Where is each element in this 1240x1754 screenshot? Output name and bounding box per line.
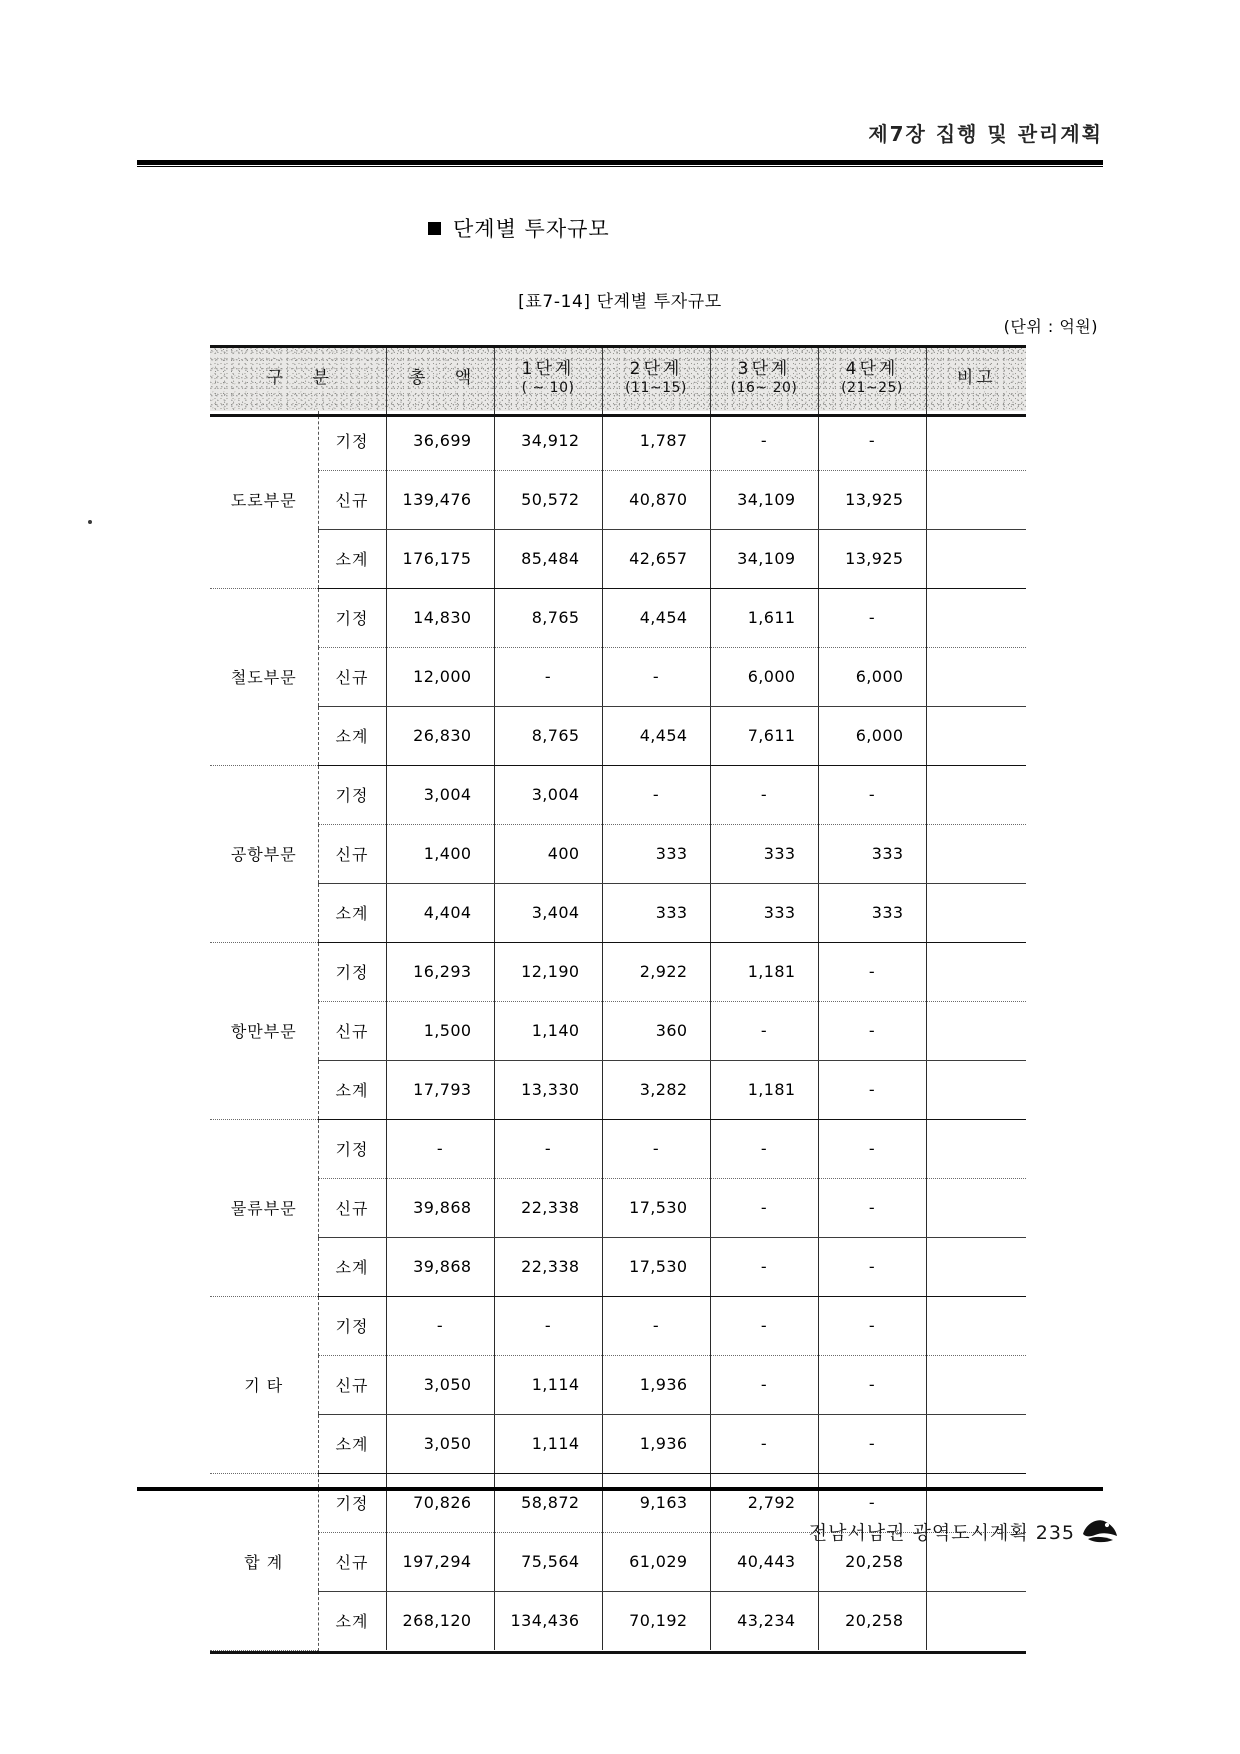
table-row-group-label: 항만부문 bbox=[210, 942, 318, 1119]
table-cell-s2: 42,657 bbox=[602, 529, 710, 588]
table-cell-s4: - bbox=[818, 1060, 926, 1119]
table-cell-s3: 333 bbox=[710, 824, 818, 883]
table-cell-s4: 6,000 bbox=[818, 706, 926, 765]
table-cell-s4: - bbox=[818, 1355, 926, 1414]
table-cell-total: 39,868 bbox=[386, 1237, 494, 1296]
table-cell-s3: - bbox=[710, 1355, 818, 1414]
table-cell-total: 26,830 bbox=[386, 706, 494, 765]
table-cell-s3: - bbox=[710, 765, 818, 824]
table-cell-total: 268,120 bbox=[386, 1591, 494, 1650]
table-cell-s3: 2,792 bbox=[710, 1473, 818, 1532]
table-cell-s3: 40,443 bbox=[710, 1532, 818, 1591]
table-cell-s2: 4,454 bbox=[602, 706, 710, 765]
header-cell-stage-4 bbox=[818, 345, 926, 411]
table-cell-s3: - bbox=[710, 1001, 818, 1060]
table-cell-note bbox=[926, 1178, 1026, 1237]
table-cell-s1: 134,436 bbox=[494, 1591, 602, 1650]
table-cell-s2: 61,029 bbox=[602, 1532, 710, 1591]
table-row bbox=[210, 647, 1026, 706]
table-cell-s2: 4,454 bbox=[602, 588, 710, 647]
table-row bbox=[210, 1119, 1026, 1178]
table-cell-kind: 신규 bbox=[318, 1001, 386, 1060]
table-row-group-label: 공항부문 bbox=[210, 765, 318, 942]
table-cell-kind: 소계 bbox=[318, 706, 386, 765]
table-cell-s4: - bbox=[818, 1296, 926, 1355]
footer-divider bbox=[137, 1487, 1103, 1491]
table-cell-total: 16,293 bbox=[386, 942, 494, 1001]
table-cell-s4: - bbox=[818, 1001, 926, 1060]
table-cell-s2: 1,936 bbox=[602, 1414, 710, 1473]
table-cell-s4: 6,000 bbox=[818, 647, 926, 706]
table-cell-note bbox=[926, 1414, 1026, 1473]
table-row bbox=[210, 1591, 1026, 1650]
table-cell-total: 3,004 bbox=[386, 765, 494, 824]
table-cell-s4: 20,258 bbox=[818, 1532, 926, 1591]
table-cell-s2: 333 bbox=[602, 824, 710, 883]
table-cell-s4: - bbox=[818, 942, 926, 1001]
table-cell-total: 4,404 bbox=[386, 883, 494, 942]
table-row bbox=[210, 824, 1026, 883]
table-cell-note bbox=[926, 1591, 1026, 1650]
table-cell-note bbox=[926, 765, 1026, 824]
header-label-stage-4: 4단계 bbox=[845, 359, 899, 380]
table-cell-s4: - bbox=[818, 1414, 926, 1473]
table-cell-s3: - bbox=[710, 411, 818, 470]
table-cell-kind: 기정 bbox=[318, 588, 386, 647]
table-cell-s3: - bbox=[710, 1414, 818, 1473]
table-cell-note bbox=[926, 529, 1026, 588]
table-cell-total: 176,175 bbox=[386, 529, 494, 588]
table-cell-s1: 8,765 bbox=[494, 706, 602, 765]
table-cell-s1: 85,484 bbox=[494, 529, 602, 588]
table-cell-s1: 12,190 bbox=[494, 942, 602, 1001]
table-cell-note bbox=[926, 588, 1026, 647]
table-cell-total: 36,699 bbox=[386, 411, 494, 470]
header-label-stage-1: 1단계 bbox=[521, 359, 575, 380]
header-sub-stage-3: (16~ 20) bbox=[730, 379, 798, 396]
table-cell-s2: 3,282 bbox=[602, 1060, 710, 1119]
table-cell-s1: 22,338 bbox=[494, 1178, 602, 1237]
investment-table-container bbox=[210, 345, 1026, 1651]
table-row bbox=[210, 1237, 1026, 1296]
table-row bbox=[210, 1414, 1026, 1473]
header-cell-stage-1 bbox=[494, 345, 602, 411]
table-cell-s2: 9,163 bbox=[602, 1473, 710, 1532]
table-cell-s1: 50,572 bbox=[494, 470, 602, 529]
table-cell-s4: 20,258 bbox=[818, 1591, 926, 1650]
table-cell-kind: 소계 bbox=[318, 1060, 386, 1119]
table-cell-total: - bbox=[386, 1119, 494, 1178]
table-cell-s2: 40,870 bbox=[602, 470, 710, 529]
table-cell-s4: 13,925 bbox=[818, 470, 926, 529]
table-row bbox=[210, 470, 1026, 529]
table-cell-s3: 1,181 bbox=[710, 1060, 818, 1119]
publisher-emblem-icon bbox=[1080, 1512, 1120, 1546]
header-divider bbox=[137, 160, 1103, 165]
table-cell-total: 197,294 bbox=[386, 1532, 494, 1591]
table-cell-s1: 1,114 bbox=[494, 1414, 602, 1473]
table-cell-kind: 소계 bbox=[318, 529, 386, 588]
table-row-group-label: 도로부문 bbox=[210, 411, 318, 588]
table-cell-s2: - bbox=[602, 1119, 710, 1178]
table-cell-s4: - bbox=[818, 1178, 926, 1237]
table-row bbox=[210, 1178, 1026, 1237]
header-label-stage-2: 2단계 bbox=[629, 359, 683, 380]
table-cell-note bbox=[926, 883, 1026, 942]
table-cell-s4: - bbox=[818, 1237, 926, 1296]
table-cell-s2: - bbox=[602, 647, 710, 706]
table-cell-s3: - bbox=[710, 1237, 818, 1296]
table-cell-s3: 333 bbox=[710, 883, 818, 942]
table-row bbox=[210, 883, 1026, 942]
table-row-group-label: 물류부문 bbox=[210, 1119, 318, 1296]
table-cell-kind: 소계 bbox=[318, 883, 386, 942]
table-row bbox=[210, 1355, 1026, 1414]
table-cell-total: 17,793 bbox=[386, 1060, 494, 1119]
header-label-total: 총 액 bbox=[408, 367, 484, 388]
footer bbox=[809, 1518, 1075, 1545]
table-caption: [표7-14] 단계별 투자규모 bbox=[518, 292, 722, 312]
table-cell-kind: 신규 bbox=[318, 470, 386, 529]
table-cell-s2: - bbox=[602, 765, 710, 824]
table-row bbox=[210, 1296, 1026, 1355]
table-row bbox=[210, 765, 1026, 824]
table-cell-note bbox=[926, 1001, 1026, 1060]
table-cell-note bbox=[926, 706, 1026, 765]
table-cell-s4: 333 bbox=[818, 883, 926, 942]
table-cell-kind: 신규 bbox=[318, 824, 386, 883]
table-cell-total: 3,050 bbox=[386, 1414, 494, 1473]
table-cell-s4: 333 bbox=[818, 824, 926, 883]
table-cell-s4: 13,925 bbox=[818, 529, 926, 588]
table-cell-s1: 3,404 bbox=[494, 883, 602, 942]
table-cell-s2: 70,192 bbox=[602, 1591, 710, 1650]
table-cell-s2: 333 bbox=[602, 883, 710, 942]
table-cell-s3: 34,109 bbox=[710, 529, 818, 588]
table-cell-kind: 소계 bbox=[318, 1237, 386, 1296]
header-sub-stage-2: (11~15) bbox=[625, 379, 687, 396]
table-cell-note bbox=[926, 647, 1026, 706]
table-cell-s3: 1,611 bbox=[710, 588, 818, 647]
table-cell-s1: 400 bbox=[494, 824, 602, 883]
table-cell-s1: 8,765 bbox=[494, 588, 602, 647]
table-cell-note bbox=[926, 1060, 1026, 1119]
table-cell-s1: 34,912 bbox=[494, 411, 602, 470]
table-bottom-rule bbox=[210, 1651, 1026, 1654]
scan-speck bbox=[88, 520, 92, 524]
table-cell-s4: - bbox=[818, 411, 926, 470]
table-cell-s1: 22,338 bbox=[494, 1237, 602, 1296]
header-sub-stage-4: (21~25) bbox=[841, 379, 903, 396]
table-cell-kind: 소계 bbox=[318, 1414, 386, 1473]
table-cell-s4: - bbox=[818, 1473, 926, 1532]
table-row bbox=[210, 942, 1026, 1001]
table-cell-s1: 58,872 bbox=[494, 1473, 602, 1532]
table-cell-s3: 7,611 bbox=[710, 706, 818, 765]
table-cell-kind: 기정 bbox=[318, 1296, 386, 1355]
table-cell-note bbox=[926, 1296, 1026, 1355]
table-cell-note bbox=[926, 470, 1026, 529]
table-cell-s1: 1,114 bbox=[494, 1355, 602, 1414]
table-cell-total: 3,050 bbox=[386, 1355, 494, 1414]
table-cell-s1: 1,140 bbox=[494, 1001, 602, 1060]
table-cell-total: 14,830 bbox=[386, 588, 494, 647]
table-cell-s2: 17,530 bbox=[602, 1237, 710, 1296]
table-cell-kind: 기정 bbox=[318, 1473, 386, 1532]
table-cell-note bbox=[926, 824, 1026, 883]
header-label-division: 구 분 bbox=[266, 367, 341, 388]
table-cell-s2: 1,787 bbox=[602, 411, 710, 470]
table-cell-total: - bbox=[386, 1296, 494, 1355]
table-cell-s1: 3,004 bbox=[494, 765, 602, 824]
unit-note: (단위 : 억원) bbox=[1003, 317, 1098, 336]
table-row-group-label: 기 타 bbox=[210, 1296, 318, 1473]
table-row bbox=[210, 529, 1026, 588]
table-row bbox=[210, 706, 1026, 765]
header-cell-remarks bbox=[926, 345, 1026, 411]
table-header-row bbox=[210, 345, 1026, 411]
table-cell-kind: 신규 bbox=[318, 647, 386, 706]
table-cell-s3: 1,181 bbox=[710, 942, 818, 1001]
header-label-remarks: 비고 bbox=[956, 367, 996, 388]
table-cell-total: 139,476 bbox=[386, 470, 494, 529]
header-cell-stage-2 bbox=[602, 345, 710, 411]
section-heading-label: 단계별 투자규모 bbox=[453, 217, 610, 241]
table-header bbox=[210, 345, 1026, 411]
table-cell-s4: - bbox=[818, 588, 926, 647]
table-body bbox=[210, 411, 1026, 1650]
table-cell-kind: 기정 bbox=[318, 765, 386, 824]
table-header-rule bbox=[210, 414, 1026, 417]
table-cell-s1: 13,330 bbox=[494, 1060, 602, 1119]
table-row bbox=[210, 1060, 1026, 1119]
table-cell-s2: 2,922 bbox=[602, 942, 710, 1001]
running-header: 제7장 집행 및 관리계획 bbox=[868, 122, 1103, 146]
table-cell-s1: 75,564 bbox=[494, 1532, 602, 1591]
table-cell-total: 1,500 bbox=[386, 1001, 494, 1060]
table-cell-total: 39,868 bbox=[386, 1178, 494, 1237]
table-cell-total: 70,826 bbox=[386, 1473, 494, 1532]
table-cell-total: 12,000 bbox=[386, 647, 494, 706]
table-row-group-label: 철도부문 bbox=[210, 588, 318, 765]
table-cell-s4: - bbox=[818, 1119, 926, 1178]
table-cell-s1: - bbox=[494, 1296, 602, 1355]
table-cell-kind: 소계 bbox=[318, 1591, 386, 1650]
table-row-group-label: 합 계 bbox=[210, 1473, 318, 1650]
table-cell-s2: 17,530 bbox=[602, 1178, 710, 1237]
table-cell-kind: 신규 bbox=[318, 1355, 386, 1414]
table-cell-note bbox=[926, 942, 1026, 1001]
header-cell-total bbox=[386, 345, 494, 411]
table-row bbox=[210, 1001, 1026, 1060]
table-cell-s2: 1,936 bbox=[602, 1355, 710, 1414]
table-cell-s3: - bbox=[710, 1119, 818, 1178]
filled-square-bullet-icon bbox=[428, 222, 441, 235]
table-cell-note bbox=[926, 1237, 1026, 1296]
table-cell-s3: 43,234 bbox=[710, 1591, 818, 1650]
table-cell-s2: - bbox=[602, 1296, 710, 1355]
table-row bbox=[210, 588, 1026, 647]
header-sub-stage-1: ( ~ 10) bbox=[521, 379, 575, 396]
table-cell-kind: 기정 bbox=[318, 942, 386, 1001]
header-label-stage-3: 3단계 bbox=[737, 359, 791, 380]
table-cell-note bbox=[926, 411, 1026, 470]
table-cell-s1: - bbox=[494, 647, 602, 706]
footer-title: 전남서남권 광역도시계획 bbox=[808, 1522, 1029, 1544]
table-cell-s3: - bbox=[710, 1178, 818, 1237]
table-cell-s3: 6,000 bbox=[710, 647, 818, 706]
section-heading bbox=[428, 213, 610, 243]
table-cell-kind: 신규 bbox=[318, 1532, 386, 1591]
table-cell-s4: - bbox=[818, 765, 926, 824]
table-top-rule bbox=[210, 345, 1026, 348]
investment-table bbox=[210, 345, 1026, 1651]
table-cell-note bbox=[926, 1355, 1026, 1414]
header-cell-stage-3 bbox=[710, 345, 818, 411]
table-cell-s3: - bbox=[710, 1296, 818, 1355]
table-cell-s1: - bbox=[494, 1119, 602, 1178]
table-cell-s2: 360 bbox=[602, 1001, 710, 1060]
table-cell-kind: 기정 bbox=[318, 1119, 386, 1178]
table-cell-total: 1,400 bbox=[386, 824, 494, 883]
page-number: 235 bbox=[1035, 1522, 1075, 1544]
table-cell-note bbox=[926, 1119, 1026, 1178]
table-row bbox=[210, 411, 1026, 470]
table-cell-kind: 신규 bbox=[318, 1178, 386, 1237]
table-cell-s3: 34,109 bbox=[710, 470, 818, 529]
table-cell-kind: 기정 bbox=[318, 411, 386, 470]
header-cell-division bbox=[210, 345, 386, 411]
